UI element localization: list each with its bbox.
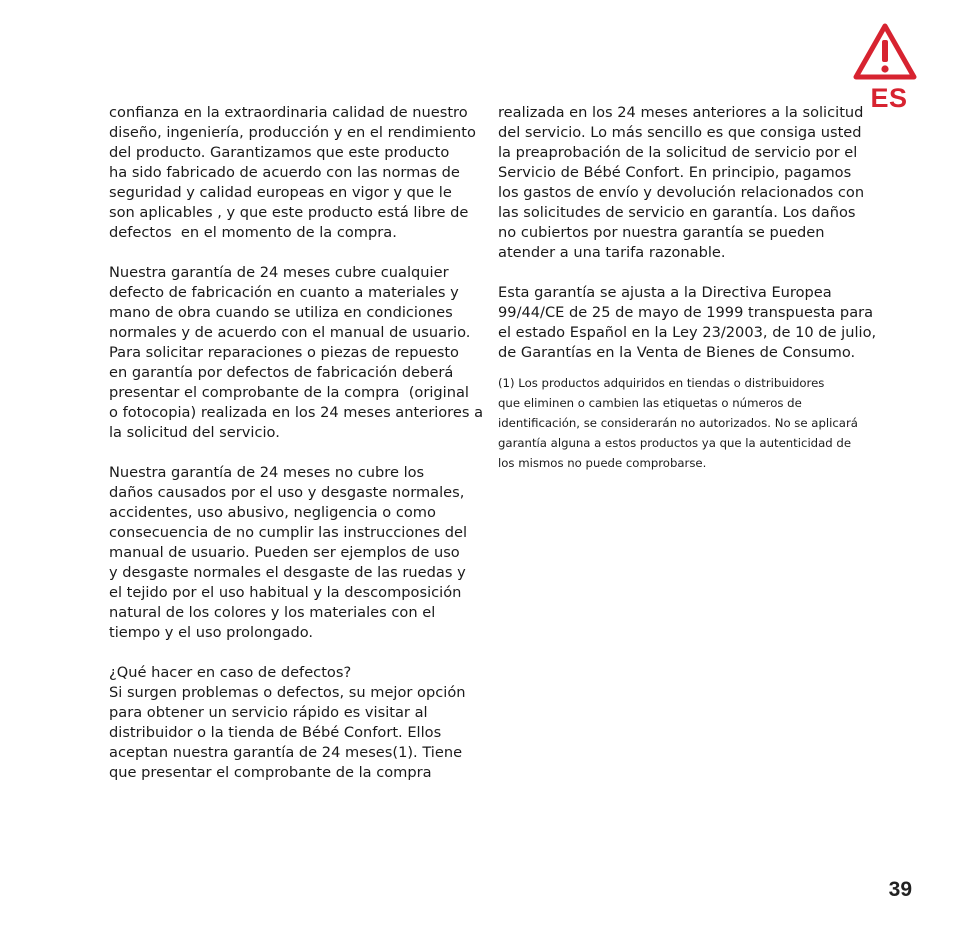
text-line: distribuidor o la tienda de Bébé Confort. Ellos	[109, 724, 442, 741]
footnote-line: (1) Los productos adquiridos en tiendas o distribuidores	[498, 376, 825, 390]
text-line: defecto de fabricación en cuanto a materiales y	[109, 284, 459, 301]
left-text-column	[109, 103, 484, 783]
text-line: atender a una tarifa razonable.	[498, 244, 726, 261]
text-line: Nuestra garantía de 24 meses no cubre los	[109, 464, 425, 481]
text-line: la preaprobación de la solicitud de servicio por el	[498, 144, 858, 161]
text-line: aceptan nuestra garantía de 24 meses(1). Tiene	[109, 744, 463, 761]
footnote-line: que eliminen o cambien las etiquetas o números de	[498, 396, 802, 410]
paragraph-gap	[109, 643, 469, 663]
text-line: Para solicitar reparaciones o piezas de repuesto	[109, 344, 459, 361]
text-line: diseño, ingeniería, producción y en el rendimiento	[109, 124, 476, 141]
paragraph-gap	[109, 443, 469, 463]
text-line: daños causados por el uso y desgaste normales,	[109, 484, 465, 501]
text-line: tiempo y el uso prolongado.	[109, 624, 314, 641]
text-line: son aplicables , y que este producto está libre de	[109, 204, 469, 221]
text-line: los gastos de envío y devolución relacionados con	[498, 184, 865, 201]
text-line: accidentes, uso abusivo, negligencia o como	[109, 504, 436, 521]
text-line: ha sido fabricado de acuerdo con las normas de	[109, 164, 460, 181]
right-body-text	[498, 103, 877, 363]
text-line: Nuestra garantía de 24 meses cubre cualquier	[109, 264, 449, 281]
text-line: del servicio. Lo más sencillo es que consiga usted	[498, 124, 862, 141]
footnote	[498, 373, 868, 473]
text-line: el tejido por el uso habitual y la descomposición	[109, 584, 462, 601]
text-line: de Garantías en la Venta de Bienes de Consumo.	[498, 344, 856, 361]
text-line: defectos en el momento de la compra.	[109, 224, 397, 241]
text-line: natural de los colores y los materiales con el	[109, 604, 436, 621]
text-line: para obtener un servicio rápido es visitar al	[109, 704, 428, 721]
text-line: y desgaste normales el desgaste de las ruedas y	[109, 564, 466, 581]
text-line: ¿Qué hacer en caso de defectos?	[109, 664, 352, 681]
text-line: seguridad y calidad europeas en vigor y que le	[109, 184, 452, 201]
footnote-line: identificación, se considerarán no autorizados. No se aplicará	[498, 416, 858, 430]
text-line: del producto. Garantizamos que este producto	[109, 144, 450, 161]
text-line: manual de usuario. Pueden ser ejemplos de uso	[109, 544, 460, 561]
text-line: consecuencia de no cumplir las instrucciones del	[109, 524, 468, 541]
text-line: o fotocopia) realizada en los 24 meses anteriores a	[109, 404, 484, 421]
language-code: ES	[870, 83, 908, 113]
text-line: Esta garantía se ajusta a la Directiva Europea	[498, 284, 832, 301]
right-text-column	[498, 103, 877, 473]
text-line: confianza en la extraordinaria calidad de nuestro	[109, 104, 468, 121]
text-line: no cubiertos por nuestra garantía se pueden	[498, 224, 825, 241]
text-line: mano de obra cuando se utiliza en condiciones	[109, 304, 453, 321]
text-line: presentar el comprobante de la compra (original	[109, 384, 469, 401]
warning-triangle-icon	[852, 22, 918, 82]
text-line: normales y de acuerdo con el manual de usuario.	[109, 324, 471, 341]
page-number: 39	[888, 878, 912, 901]
text-line: que presentar el comprobante de la compra	[109, 764, 432, 781]
text-line: 99/44/CE de 25 de mayo de 1999 transpuesta para	[498, 304, 874, 321]
text-line: las solicitudes de servicio en garantía. Los daños	[498, 204, 856, 221]
paragraph-gap	[498, 263, 868, 283]
text-line: la solicitud del servicio.	[109, 424, 280, 441]
footnote-line: garantía alguna a estos productos ya que la autenticidad de	[498, 436, 852, 450]
text-line: Servicio de Bébé Confort. En principio, pagamos	[498, 164, 852, 181]
text-line: el estado Español en la Ley 23/2003, de 10 de julio,	[498, 324, 877, 341]
text-line: realizada en los 24 meses anteriores a la solicitud	[498, 104, 864, 121]
text-line: Si surgen problemas o defectos, su mejor opción	[109, 684, 466, 701]
text-line: en garantía por defectos de fabricación deberá	[109, 364, 454, 381]
footnote-line: los mismos no puede comprobarse.	[498, 456, 707, 470]
footnote-spacer	[498, 363, 868, 373]
paragraph-gap	[109, 243, 469, 263]
